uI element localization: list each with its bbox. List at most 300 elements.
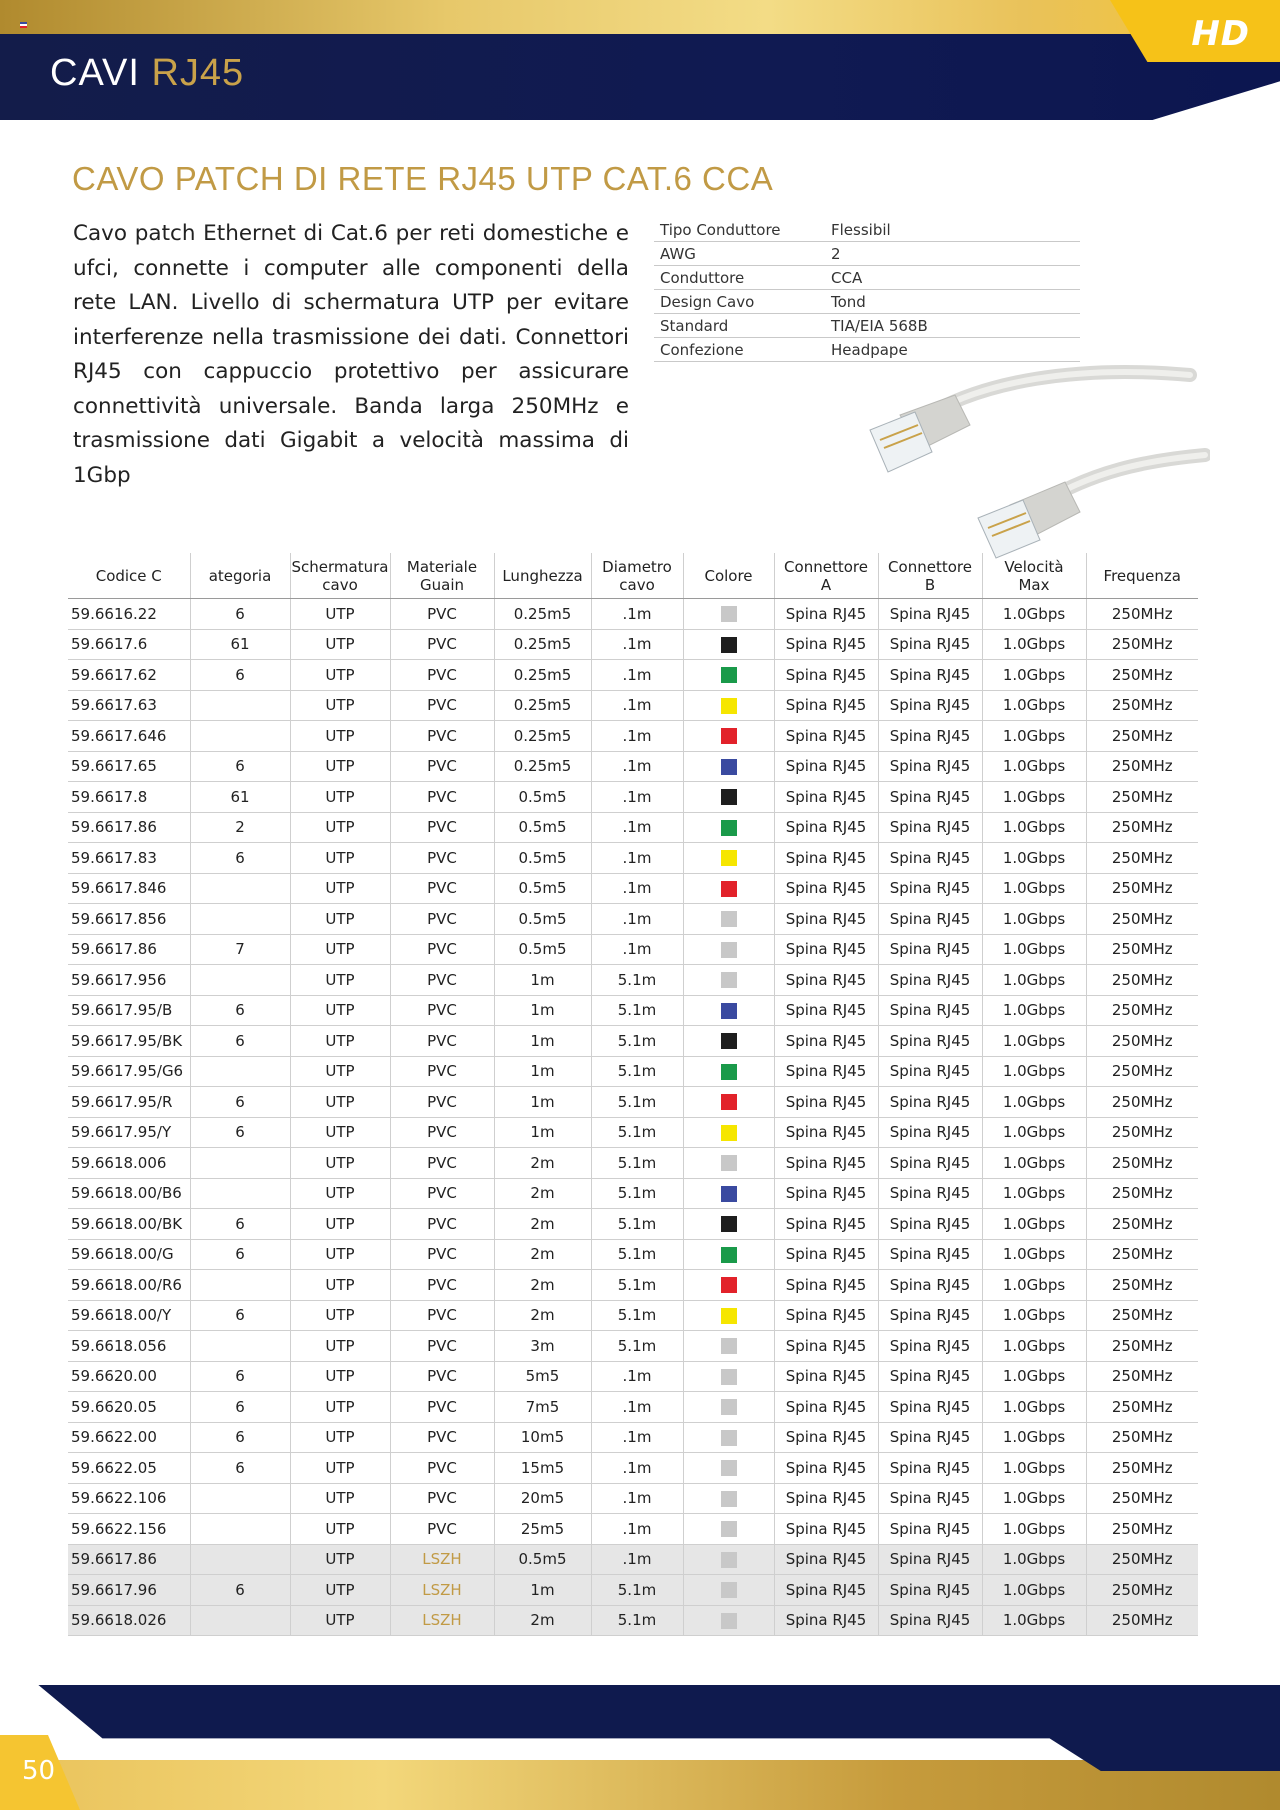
- cell-diametro: 5.1m: [591, 1331, 683, 1362]
- table-row: [68, 1178, 1198, 1209]
- cell-codice: 59.6617.86: [68, 934, 190, 965]
- cell-lunghezza: 0.25m5: [494, 721, 591, 752]
- cell-velocita: 1.0Gbps: [982, 1331, 1086, 1362]
- cell-diametro: .1m: [591, 934, 683, 965]
- cell-materiale: PVC: [390, 995, 494, 1026]
- cell-colore: [683, 1117, 774, 1148]
- cell-connettore-b: Spina RJ45: [878, 1544, 982, 1575]
- cell-materiale: PVC: [390, 965, 494, 996]
- table-row: [68, 1514, 1198, 1545]
- cell-connettore-b: Spina RJ45: [878, 782, 982, 813]
- cell-lunghezza: 0.25m5: [494, 690, 591, 721]
- cell-diametro: 5.1m: [591, 1117, 683, 1148]
- cell-categoria: 6: [190, 1392, 290, 1423]
- cell-connettore-b: Spina RJ45: [878, 812, 982, 843]
- cell-schermatura: UTP: [290, 1575, 390, 1606]
- cell-categoria: 6: [190, 660, 290, 691]
- color-swatch: [721, 1369, 737, 1385]
- cell-diametro: .1m: [591, 599, 683, 630]
- cell-materiale: PVC: [390, 1178, 494, 1209]
- cell-codice: 59.6617.856: [68, 904, 190, 935]
- table-row: [68, 934, 1198, 965]
- cell-schermatura: UTP: [290, 965, 390, 996]
- cell-colore: [683, 1148, 774, 1179]
- spec-label: Tipo Conduttore: [654, 218, 825, 242]
- cell-colore: [683, 1331, 774, 1362]
- cell-frequenza: 250MHz: [1086, 995, 1198, 1026]
- color-swatch: [721, 1430, 737, 1446]
- cell-schermatura: UTP: [290, 782, 390, 813]
- section-title-main: CAVI: [50, 52, 140, 94]
- cell-connettore-a: Spina RJ45: [774, 873, 878, 904]
- cell-frequenza: 250MHz: [1086, 1483, 1198, 1514]
- cell-velocita: 1.0Gbps: [982, 1087, 1086, 1118]
- cell-categoria: 6: [190, 1026, 290, 1057]
- table-row: [68, 1605, 1198, 1636]
- cell-schermatura: UTP: [290, 904, 390, 935]
- color-swatch: [721, 1155, 737, 1171]
- cell-codice: 59.6618.056: [68, 1331, 190, 1362]
- table-row: [68, 1148, 1198, 1179]
- cell-colore: [683, 629, 774, 660]
- cell-velocita: 1.0Gbps: [982, 1209, 1086, 1240]
- color-swatch: [721, 759, 737, 775]
- table-row: [68, 690, 1198, 721]
- cell-connettore-b: Spina RJ45: [878, 904, 982, 935]
- cell-connettore-b: Spina RJ45: [878, 751, 982, 782]
- patch-cable-image: [860, 360, 1210, 560]
- cell-velocita: 1.0Gbps: [982, 1056, 1086, 1087]
- cell-diametro: .1m: [591, 782, 683, 813]
- cell-codice: 59.6617.86: [68, 1544, 190, 1575]
- cell-categoria: 6: [190, 1361, 290, 1392]
- col-header-lunghezza: Lunghezza: [494, 553, 591, 599]
- cell-velocita: 1.0Gbps: [982, 1026, 1086, 1057]
- cell-frequenza: 250MHz: [1086, 782, 1198, 813]
- color-swatch: [721, 1582, 737, 1598]
- color-swatch: [721, 1064, 737, 1080]
- cell-diametro: 5.1m: [591, 1300, 683, 1331]
- cell-codice: 59.6618.00/Y: [68, 1300, 190, 1331]
- cell-velocita: 1.0Gbps: [982, 721, 1086, 752]
- cell-connettore-b: Spina RJ45: [878, 1575, 982, 1606]
- cell-velocita: 1.0Gbps: [982, 843, 1086, 874]
- cell-materiale: PVC: [390, 873, 494, 904]
- cell-colore: [683, 599, 774, 630]
- table-row: [68, 1453, 1198, 1484]
- cell-materiale: PVC: [390, 721, 494, 752]
- cell-connettore-a: Spina RJ45: [774, 599, 878, 630]
- cell-diametro: 5.1m: [591, 1056, 683, 1087]
- cell-velocita: 1.0Gbps: [982, 904, 1086, 935]
- cell-materiale: PVC: [390, 1148, 494, 1179]
- color-swatch: [721, 637, 737, 653]
- cell-codice: 59.6622.106: [68, 1483, 190, 1514]
- cell-materiale: PVC: [390, 629, 494, 660]
- cell-categoria: 6: [190, 1087, 290, 1118]
- cell-categoria: [190, 1178, 290, 1209]
- spec-value: Tond: [825, 290, 1080, 314]
- cell-connettore-b: Spina RJ45: [878, 1514, 982, 1545]
- cell-lunghezza: 0.25m5: [494, 751, 591, 782]
- cell-colore: [683, 1178, 774, 1209]
- cell-colore: [683, 690, 774, 721]
- cell-velocita: 1.0Gbps: [982, 1514, 1086, 1545]
- cell-categoria: 2: [190, 812, 290, 843]
- cell-categoria: 6: [190, 843, 290, 874]
- cell-connettore-b: Spina RJ45: [878, 1056, 982, 1087]
- color-swatch: [721, 1552, 737, 1568]
- cell-schermatura: UTP: [290, 1209, 390, 1240]
- cell-lunghezza: 2m: [494, 1239, 591, 1270]
- cell-colore: [683, 1514, 774, 1545]
- cell-diametro: .1m: [591, 629, 683, 660]
- color-swatch: [721, 789, 737, 805]
- cell-colore: [683, 1361, 774, 1392]
- cell-connettore-a: Spina RJ45: [774, 1026, 878, 1057]
- cell-connettore-a: Spina RJ45: [774, 1117, 878, 1148]
- cell-connettore-b: Spina RJ45: [878, 1270, 982, 1301]
- cell-lunghezza: 0.25m5: [494, 599, 591, 630]
- color-swatch: [721, 1521, 737, 1537]
- cell-lunghezza: 2m: [494, 1148, 591, 1179]
- spec-value: TIA/EIA 568B: [825, 314, 1080, 338]
- cell-schermatura: UTP: [290, 1453, 390, 1484]
- cell-lunghezza: 1m: [494, 965, 591, 996]
- cell-velocita: 1.0Gbps: [982, 1117, 1086, 1148]
- cell-codice: 59.6617.95/Y: [68, 1117, 190, 1148]
- cell-frequenza: 250MHz: [1086, 1392, 1198, 1423]
- cell-connettore-a: Spina RJ45: [774, 1392, 878, 1423]
- cell-connettore-b: Spina RJ45: [878, 1331, 982, 1362]
- cell-lunghezza: 0.5m5: [494, 843, 591, 874]
- col-header-frequenza: Frequenza: [1086, 553, 1198, 599]
- cell-connettore-b: Spina RJ45: [878, 1392, 982, 1423]
- color-swatch: [721, 606, 737, 622]
- cell-codice: 59.6617.95/G6: [68, 1056, 190, 1087]
- cell-colore: [683, 904, 774, 935]
- table-row: [68, 751, 1198, 782]
- cell-categoria: 6: [190, 1453, 290, 1484]
- cell-diametro: .1m: [591, 1483, 683, 1514]
- col-header-connettore-a: Connettore A: [774, 553, 878, 599]
- col-header-diametro: Diametro cavo: [591, 553, 683, 599]
- table-row: [68, 873, 1198, 904]
- cell-codice: 59.6617.86: [68, 812, 190, 843]
- table-row: [68, 812, 1198, 843]
- cell-codice: 59.6618.006: [68, 1148, 190, 1179]
- cell-velocita: 1.0Gbps: [982, 1239, 1086, 1270]
- cell-categoria: 6: [190, 1422, 290, 1453]
- cell-codice: 59.6617.62: [68, 660, 190, 691]
- table-header-row: [68, 553, 1198, 599]
- cell-schermatura: UTP: [290, 1605, 390, 1636]
- header-gold-band: [0, 0, 1280, 34]
- cell-velocita: 1.0Gbps: [982, 629, 1086, 660]
- cell-frequenza: 250MHz: [1086, 1300, 1198, 1331]
- product-table: [68, 553, 1198, 1636]
- color-swatch: [721, 667, 737, 683]
- cell-categoria: 6: [190, 1117, 290, 1148]
- cell-categoria: [190, 873, 290, 904]
- cell-codice: 59.6620.00: [68, 1361, 190, 1392]
- cell-codice: 59.6622.156: [68, 1514, 190, 1545]
- table-row: [68, 843, 1198, 874]
- cell-velocita: 1.0Gbps: [982, 1453, 1086, 1484]
- cell-frequenza: 250MHz: [1086, 843, 1198, 874]
- cell-categoria: 6: [190, 1239, 290, 1270]
- cell-colore: [683, 1300, 774, 1331]
- cell-frequenza: 250MHz: [1086, 873, 1198, 904]
- cell-diametro: .1m: [591, 812, 683, 843]
- table-row: [68, 1087, 1198, 1118]
- cell-diametro: 5.1m: [591, 1148, 683, 1179]
- color-swatch: [721, 1613, 737, 1629]
- table-row: [68, 660, 1198, 691]
- cell-materiale: LSZH: [390, 1544, 494, 1575]
- cell-codice: 59.6618.00/R6: [68, 1270, 190, 1301]
- cell-categoria: [190, 1544, 290, 1575]
- cell-colore: [683, 1453, 774, 1484]
- cell-frequenza: 250MHz: [1086, 629, 1198, 660]
- spec-row: [654, 266, 1080, 290]
- cell-diametro: .1m: [591, 1392, 683, 1423]
- cell-lunghezza: 0.5m5: [494, 873, 591, 904]
- col-header-materiale: Materiale Guain: [390, 553, 494, 599]
- cell-connettore-a: Spina RJ45: [774, 1300, 878, 1331]
- cell-codice: 59.6622.00: [68, 1422, 190, 1453]
- cell-velocita: 1.0Gbps: [982, 934, 1086, 965]
- table-row: [68, 1331, 1198, 1362]
- cell-categoria: [190, 721, 290, 752]
- cell-connettore-a: Spina RJ45: [774, 1605, 878, 1636]
- color-swatch: [721, 1125, 737, 1141]
- cell-connettore-a: Spina RJ45: [774, 1483, 878, 1514]
- cell-connettore-b: Spina RJ45: [878, 1026, 982, 1057]
- cell-frequenza: 250MHz: [1086, 934, 1198, 965]
- cell-frequenza: 250MHz: [1086, 1422, 1198, 1453]
- cell-materiale: PVC: [390, 904, 494, 935]
- cell-colore: [683, 1087, 774, 1118]
- cell-categoria: [190, 1514, 290, 1545]
- cell-velocita: 1.0Gbps: [982, 1483, 1086, 1514]
- cell-lunghezza: 10m5: [494, 1422, 591, 1453]
- cell-colore: [683, 1483, 774, 1514]
- table-row: [68, 1056, 1198, 1087]
- brand-logo: HD: [1191, 14, 1250, 54]
- cell-frequenza: 250MHz: [1086, 1270, 1198, 1301]
- cell-materiale: PVC: [390, 1209, 494, 1240]
- cell-codice: 59.6617.846: [68, 873, 190, 904]
- cell-codice: 59.6618.00/BK: [68, 1209, 190, 1240]
- col-header-schermatura: Schermatura cavo: [290, 553, 390, 599]
- cell-diametro: 5.1m: [591, 1087, 683, 1118]
- cell-lunghezza: 0.25m5: [494, 629, 591, 660]
- cell-velocita: 1.0Gbps: [982, 873, 1086, 904]
- cell-connettore-b: Spina RJ45: [878, 1209, 982, 1240]
- cell-frequenza: 250MHz: [1086, 1026, 1198, 1057]
- cell-frequenza: 250MHz: [1086, 1117, 1198, 1148]
- color-swatch: [721, 1491, 737, 1507]
- cell-materiale: PVC: [390, 751, 494, 782]
- cell-connettore-b: Spina RJ45: [878, 934, 982, 965]
- cell-colore: [683, 843, 774, 874]
- cell-codice: 59.6617.646: [68, 721, 190, 752]
- cell-connettore-b: Spina RJ45: [878, 1483, 982, 1514]
- table-row: [68, 1544, 1198, 1575]
- cell-lunghezza: 7m5: [494, 1392, 591, 1423]
- cell-categoria: [190, 1331, 290, 1362]
- table-row: [68, 782, 1198, 813]
- cell-colore: [683, 1575, 774, 1606]
- cell-diametro: 5.1m: [591, 1575, 683, 1606]
- cell-schermatura: UTP: [290, 751, 390, 782]
- cell-frequenza: 250MHz: [1086, 812, 1198, 843]
- cell-materiale: PVC: [390, 1361, 494, 1392]
- cell-velocita: 1.0Gbps: [982, 599, 1086, 630]
- cell-categoria: [190, 965, 290, 996]
- cell-materiale: PVC: [390, 690, 494, 721]
- product-description: Cavo patch Ethernet di Cat.6 per reti domestiche e ufci, connette i computer alle componenti della rete LAN. Livello di schermatura UTP per evitare interferenze nella trasmissione dei dati. Connettori RJ45 con cappuccio protettivo per assicurare connettività universale. Banda larga 250MHz e trasmissione dati Gigabit a velocità massima di 1Gbp: [73, 221, 629, 488]
- cell-colore: [683, 721, 774, 752]
- color-swatch: [721, 1247, 737, 1263]
- cell-diametro: .1m: [591, 843, 683, 874]
- cell-colore: [683, 995, 774, 1026]
- cell-materiale: PVC: [390, 660, 494, 691]
- color-swatch: [721, 1399, 737, 1415]
- cell-velocita: 1.0Gbps: [982, 812, 1086, 843]
- cell-categoria: 7: [190, 934, 290, 965]
- cell-schermatura: UTP: [290, 660, 390, 691]
- cell-schermatura: UTP: [290, 690, 390, 721]
- cell-frequenza: 250MHz: [1086, 965, 1198, 996]
- cell-categoria: 6: [190, 1300, 290, 1331]
- cell-connettore-b: Spina RJ45: [878, 721, 982, 752]
- table-row: [68, 965, 1198, 996]
- cell-schermatura: UTP: [290, 995, 390, 1026]
- cell-connettore-b: Spina RJ45: [878, 1239, 982, 1270]
- cell-materiale: PVC: [390, 1483, 494, 1514]
- cell-materiale: PVC: [390, 1026, 494, 1057]
- cell-diametro: 5.1m: [591, 965, 683, 996]
- cell-frequenza: 250MHz: [1086, 1178, 1198, 1209]
- cell-schermatura: UTP: [290, 1331, 390, 1362]
- cell-lunghezza: 0.25m5: [494, 660, 591, 691]
- table-row: [68, 1422, 1198, 1453]
- cell-connettore-b: Spina RJ45: [878, 1148, 982, 1179]
- cell-diametro: .1m: [591, 1361, 683, 1392]
- spec-value: Flessibil: [825, 218, 1080, 242]
- cell-colore: [683, 751, 774, 782]
- cell-diametro: 5.1m: [591, 1270, 683, 1301]
- cell-colore: [683, 782, 774, 813]
- cell-codice: 59.6622.05: [68, 1453, 190, 1484]
- table-row: [68, 1483, 1198, 1514]
- cell-schermatura: UTP: [290, 812, 390, 843]
- cell-lunghezza: 0.5m5: [494, 1544, 591, 1575]
- cell-schermatura: UTP: [290, 1239, 390, 1270]
- cell-connettore-a: Spina RJ45: [774, 1453, 878, 1484]
- cell-materiale: PVC: [390, 934, 494, 965]
- cell-categoria: 61: [190, 782, 290, 813]
- cell-schermatura: UTP: [290, 1392, 390, 1423]
- table-row: [68, 1361, 1198, 1392]
- cell-frequenza: 250MHz: [1086, 660, 1198, 691]
- cell-schermatura: UTP: [290, 1422, 390, 1453]
- cell-connettore-a: Spina RJ45: [774, 1209, 878, 1240]
- cell-frequenza: 250MHz: [1086, 599, 1198, 630]
- cell-connettore-b: Spina RJ45: [878, 1087, 982, 1118]
- cell-diametro: .1m: [591, 1514, 683, 1545]
- col-header-colore: Colore: [683, 553, 774, 599]
- cell-categoria: [190, 1270, 290, 1301]
- cell-categoria: [190, 1056, 290, 1087]
- cell-schermatura: UTP: [290, 1483, 390, 1514]
- cell-velocita: 1.0Gbps: [982, 690, 1086, 721]
- spec-row: [654, 218, 1080, 242]
- cell-lunghezza: 2m: [494, 1209, 591, 1240]
- cell-categoria: [190, 904, 290, 935]
- cell-lunghezza: 0.5m5: [494, 934, 591, 965]
- cell-frequenza: 250MHz: [1086, 751, 1198, 782]
- cell-schermatura: UTP: [290, 873, 390, 904]
- table-row: [68, 629, 1198, 660]
- cell-connettore-a: Spina RJ45: [774, 721, 878, 752]
- cell-diametro: 5.1m: [591, 995, 683, 1026]
- cell-connettore-b: Spina RJ45: [878, 965, 982, 996]
- cell-velocita: 1.0Gbps: [982, 1270, 1086, 1301]
- color-swatch: [721, 820, 737, 836]
- cell-schermatura: UTP: [290, 1270, 390, 1301]
- color-swatch: [721, 1186, 737, 1202]
- table-row: [68, 1209, 1198, 1240]
- cell-codice: 59.6618.00/B6: [68, 1178, 190, 1209]
- spec-row: [654, 314, 1080, 338]
- cell-connettore-a: Spina RJ45: [774, 782, 878, 813]
- product-title: CAVO PATCH DI RETE RJ45 UTP CAT.6 CCA: [72, 160, 774, 197]
- cell-colore: [683, 1239, 774, 1270]
- spec-label: AWG: [654, 242, 825, 266]
- cell-velocita: 1.0Gbps: [982, 660, 1086, 691]
- cell-schermatura: UTP: [290, 1148, 390, 1179]
- cell-materiale: LSZH: [390, 1575, 494, 1606]
- cell-schermatura: UTP: [290, 1026, 390, 1057]
- section-title-accent: RJ45: [151, 52, 245, 94]
- color-swatch: [721, 850, 737, 866]
- cell-categoria: 6: [190, 995, 290, 1026]
- color-swatch: [721, 698, 737, 714]
- cell-colore: [683, 1270, 774, 1301]
- cell-diametro: 5.1m: [591, 1209, 683, 1240]
- footer-navy-band: [0, 1685, 1280, 1771]
- cell-codice: 59.6618.026: [68, 1605, 190, 1636]
- cell-connettore-a: Spina RJ45: [774, 1544, 878, 1575]
- cell-codice: 59.6617.95/BK: [68, 1026, 190, 1057]
- cell-lunghezza: 5m5: [494, 1361, 591, 1392]
- cell-categoria: 6: [190, 1575, 290, 1606]
- color-swatch: [721, 1216, 737, 1232]
- cell-connettore-b: Spina RJ45: [878, 1300, 982, 1331]
- cell-lunghezza: 1m: [494, 1087, 591, 1118]
- cell-diametro: .1m: [591, 660, 683, 691]
- cell-categoria: [190, 690, 290, 721]
- cell-connettore-b: Spina RJ45: [878, 995, 982, 1026]
- cell-frequenza: 250MHz: [1086, 1605, 1198, 1636]
- cell-diametro: .1m: [591, 751, 683, 782]
- cell-materiale: PVC: [390, 1087, 494, 1118]
- cell-diametro: 5.1m: [591, 1026, 683, 1057]
- cell-connettore-a: Spina RJ45: [774, 629, 878, 660]
